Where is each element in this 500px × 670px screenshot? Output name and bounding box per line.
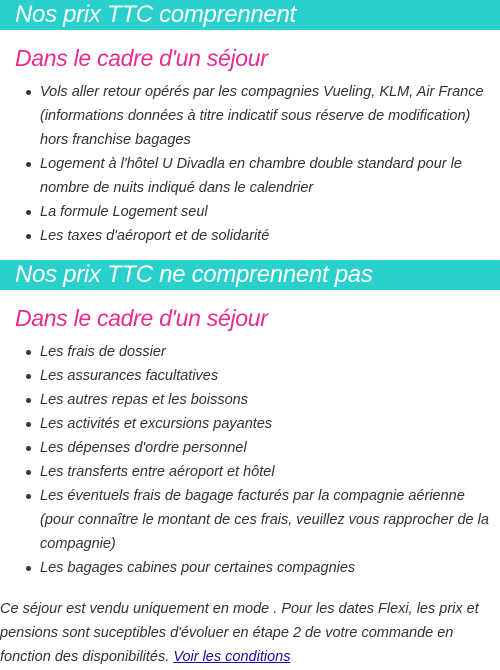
excluded-subtitle: Dans le cadre d'un séjour <box>15 305 268 331</box>
list-item: Les bagages cabines pour certaines compagnies <box>40 556 500 580</box>
list-item: Les transferts entre aéroport et hôtel <box>40 460 500 484</box>
included-section <box>0 0 500 248</box>
included-band-title: Nos prix TTC comprennent <box>0 0 500 30</box>
excluded-band-title: Nos prix TTC ne comprennent pas <box>0 260 500 290</box>
conditions-note <box>0 597 500 669</box>
list-item: Logement à l'hôtel U Divadla en chambre double standard pour le nombre de nuits indiqué dans le calendrier <box>40 152 500 200</box>
list-item: Les frais de dossier <box>40 340 500 364</box>
list-item: Les éventuels frais de bagage facturés par la compagnie aérienne (pour connaître le montant de ces frais, veuillez vous rapprocher de la compagnie) <box>40 484 500 556</box>
excluded-section <box>0 260 500 580</box>
excluded-list <box>0 340 500 580</box>
included-subtitle: Dans le cadre d'un séjour <box>15 45 268 71</box>
included-list <box>0 80 500 248</box>
list-item: Les activités et excursions payantes <box>40 412 500 436</box>
list-item: La formule Logement seul <box>40 200 500 224</box>
list-item: Vols aller retour opérés par les compagnies Vueling, KLM, Air France (informations données à titre indicatif sous réserve de modification) hors franchise bagages <box>40 80 500 152</box>
list-item: Les autres repas et les boissons <box>40 388 500 412</box>
conditions-note-text: Ce séjour est vendu uniquement en mode . Pour les dates Flexi, les prix et pensions sont suceptibles d'évoluer en étape 2 de votre commande en fonction des disponibilités. <box>0 601 479 665</box>
list-item: Les taxes d'aéroport et de solidarité <box>40 224 500 248</box>
list-item: Les assurances facultatives <box>40 364 500 388</box>
list-item: Les dépenses d'ordre personnel <box>40 436 500 460</box>
conditions-link[interactable]: Voir les conditions <box>173 649 291 665</box>
